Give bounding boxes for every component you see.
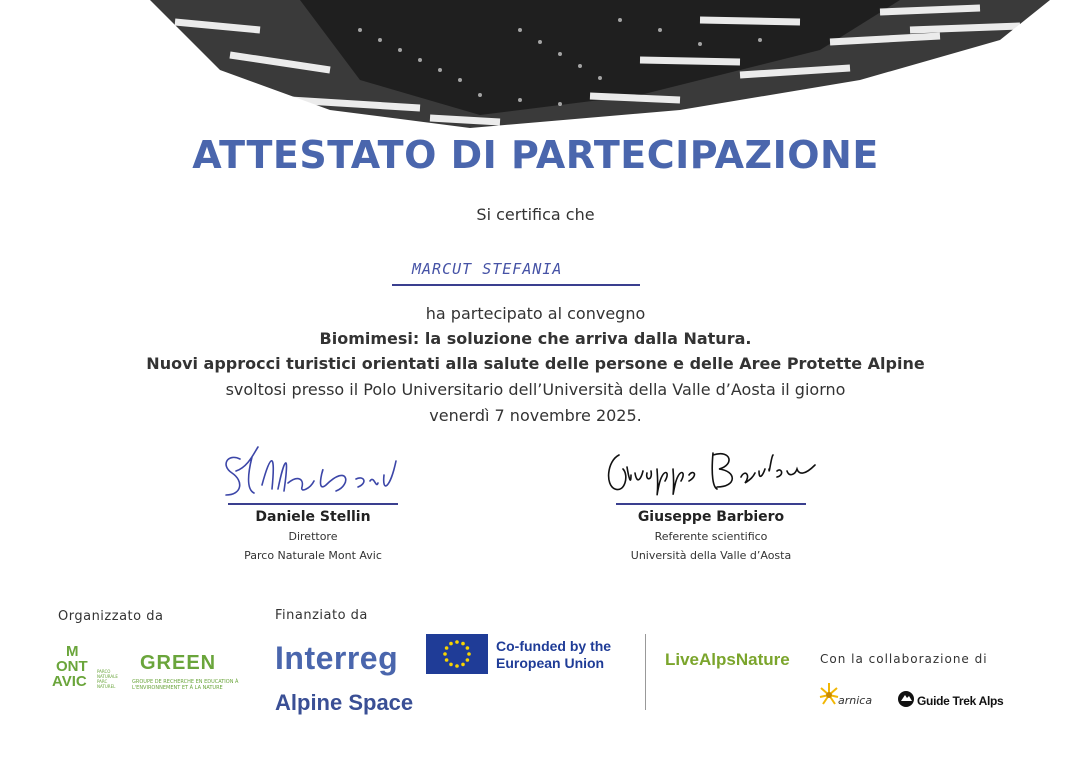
- signatory-organization: Università della Valle d’Aosta: [630, 549, 792, 562]
- certificate-title: ATTESTATO DI PARTECIPAZIONE: [192, 133, 879, 177]
- svg-text:M: M: [66, 643, 79, 660]
- participation-text: ha partecipato al convegno: [425, 304, 646, 323]
- event-title: Biomimesi: la soluzione che arriva dalla Natura.: [319, 329, 752, 348]
- signature-line: [616, 503, 806, 505]
- signatory-role: Referente scientifico: [654, 530, 768, 543]
- name-underline: [392, 284, 640, 286]
- event-subtitle: Nuovi approcci turistici orientati alla salute delle persone e delle Aree Protette Alpine: [146, 354, 925, 373]
- collaboration-label: Con la collaborazione di: [820, 652, 988, 666]
- signature-line: [228, 503, 398, 505]
- arnica-label: arnica: [838, 694, 873, 707]
- organized-by-label: Organizzato da: [58, 609, 164, 624]
- svg-text:ONT: ONT: [56, 658, 88, 675]
- green-subtitle: GROUPE DE RECHERCHE EN EDUCATION À L'ENVIRONNEMENT ET À LA NATURE: [132, 679, 239, 691]
- eu-cofunded-label: Co-funded by the European Union: [496, 638, 612, 671]
- green-logo: GREEN: [140, 652, 217, 674]
- signature-block-director: [213, 445, 413, 562]
- mont-avic-mark-icon: [52, 640, 98, 686]
- guide-trek-alps-label: Guide Trek Alps: [917, 694, 1004, 708]
- interreg-logo: Interreg: [275, 640, 399, 676]
- mont-avic-subtitle: PARCO NATURALE PARC NATUREL: [97, 669, 118, 689]
- guide-trek-alps-logo: [897, 690, 915, 712]
- event-location: svoltosi presso il Polo Universitario dell’Università della Valle d’Aosta il giorno: [225, 380, 846, 399]
- handwritten-signature-barbiero: [601, 445, 821, 503]
- signature-block-scientific: [596, 445, 826, 562]
- participant-name: MARCUT STEFANIA: [412, 260, 563, 278]
- certify-intro: Si certifica che: [476, 205, 595, 224]
- footer-divider: [645, 634, 646, 710]
- funded-by-label: Finanziato da: [275, 608, 368, 623]
- signatory-role: Direttore: [288, 530, 338, 543]
- signatory-organization: Parco Naturale Mont Avic: [244, 549, 382, 562]
- header-banner-image: [0, 0, 1071, 130]
- mont-avic-logo: [52, 640, 98, 689]
- event-date: venerdì 7 novembre 2025.: [429, 406, 642, 425]
- eu-cofunded-text: [496, 638, 636, 672]
- signatory-name: Giuseppe Barbiero: [637, 509, 785, 525]
- guide-trek-icon: [897, 690, 915, 708]
- handwritten-signature-stellin: [218, 445, 408, 503]
- live-alps-nature-logo: LiveAlpsNature: [665, 650, 790, 669]
- svg-text:AVIC: AVIC: [52, 673, 87, 686]
- signatory-name: Daniele Stellin: [255, 509, 371, 525]
- arnica-flower-icon: [818, 680, 840, 710]
- arnica-logo: [818, 680, 840, 714]
- participant-name-field: [392, 254, 640, 286]
- alpine-space-logo: Alpine Space: [275, 690, 414, 715]
- eu-flag-icon: [426, 634, 488, 674]
